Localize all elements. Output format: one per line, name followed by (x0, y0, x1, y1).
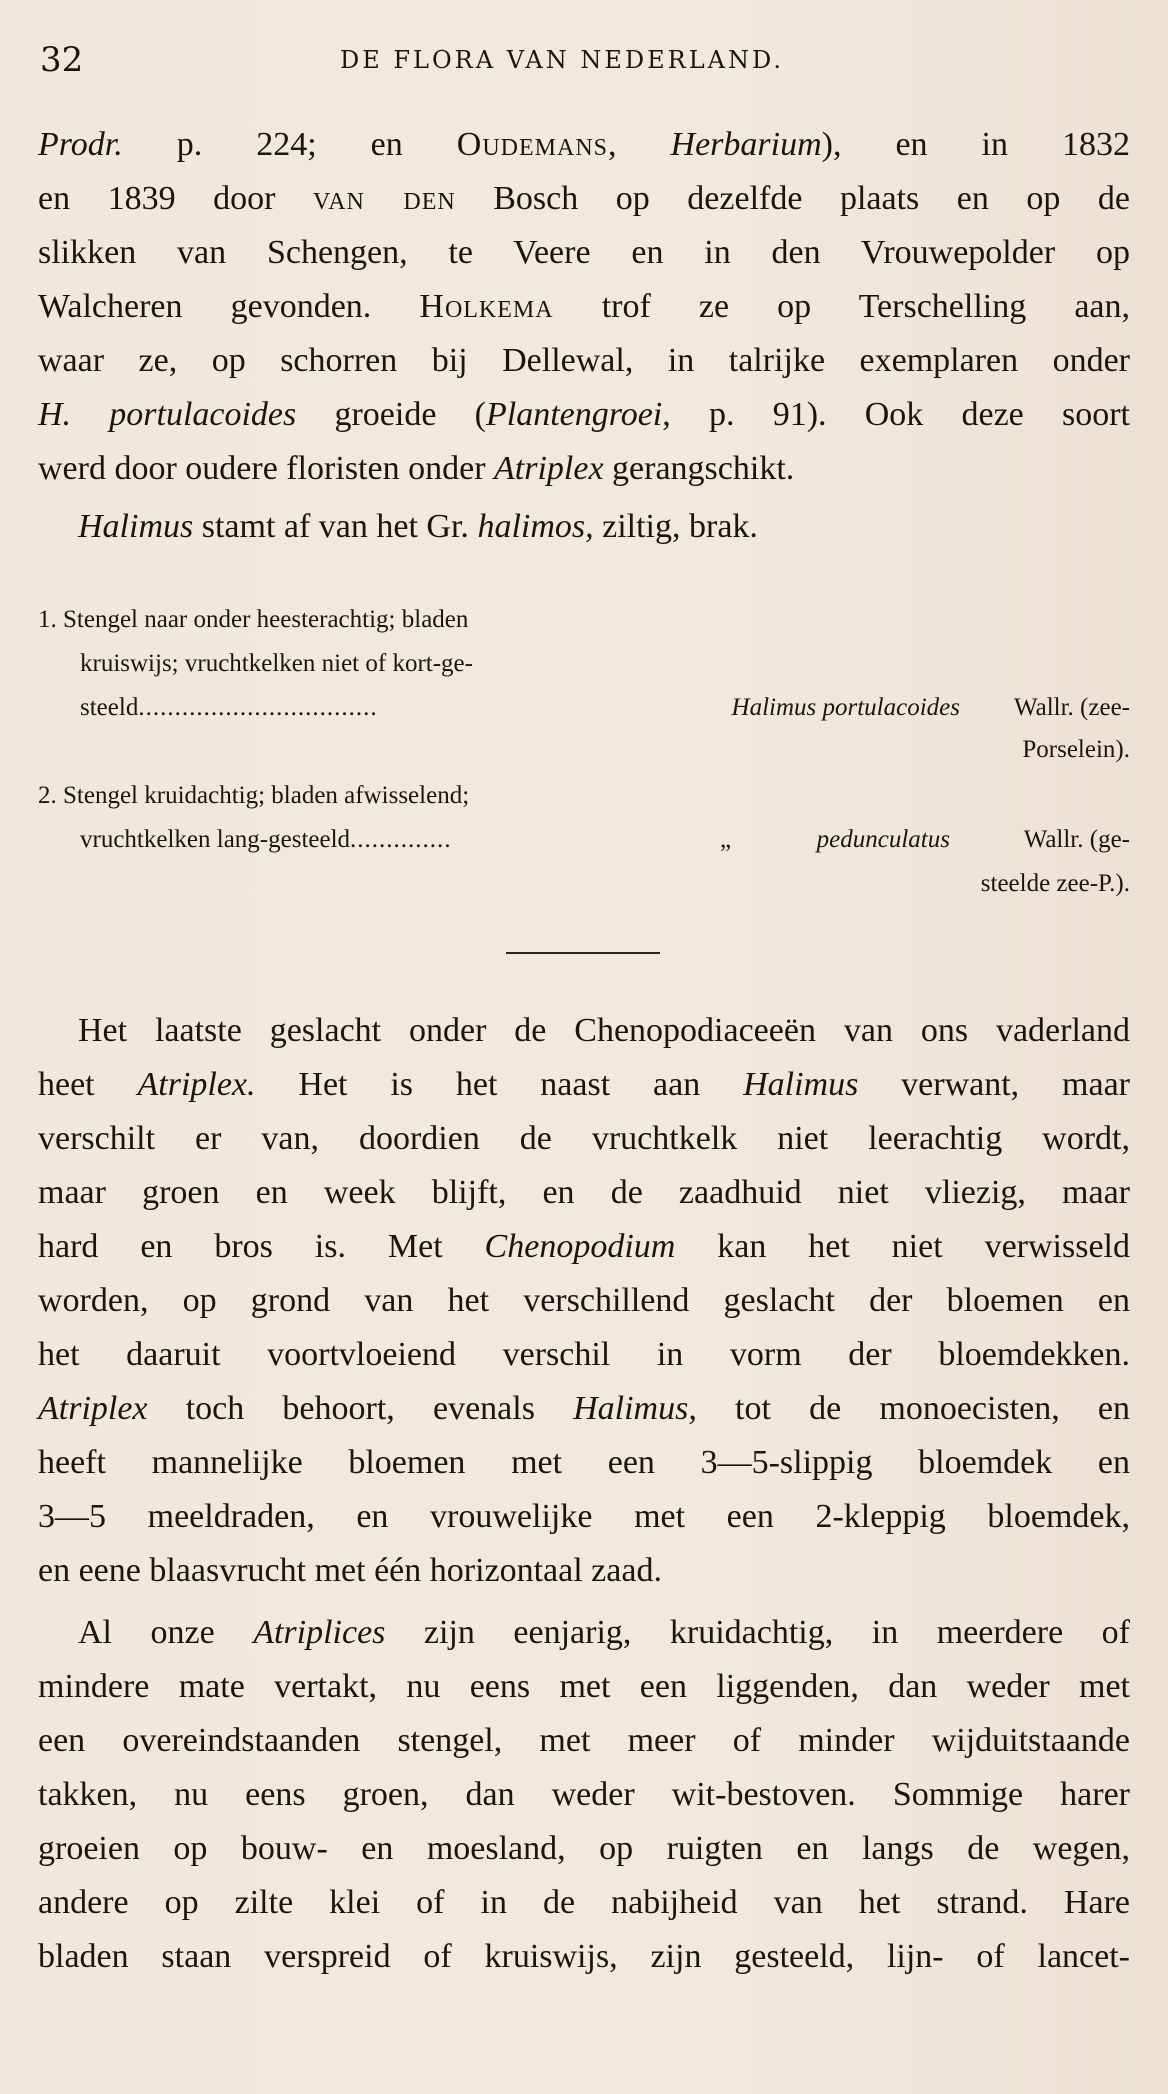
para1-line-7: werd door oudere floristen onder Atriplex gerangschikt. (38, 450, 795, 487)
running-title: DE FLORA VAN NEDERLAND. (340, 46, 784, 74)
key-1-line-4: Porselein). (1022, 736, 1130, 763)
para4-line-5: groeien op bouw- en moesland, op ruigten en langs de wegen, (38, 1830, 1130, 1867)
para1-line-5: waar ze, op schorren bij Dellewal, in talrijke exemplaren onder (38, 342, 1130, 379)
para3-line-5: hard en bros is. Met Chenopodium kan het niet verwisseld (38, 1228, 1130, 1265)
para3-line-2: heet Atriplex. Het is het naast aan Halimus verwant, maar (38, 1066, 1130, 1103)
para3-line-1: Het laatste geslacht onder de Chenopodiaceeën van ons vaderland (78, 1012, 1130, 1049)
para4-line-7: bladen staan verspreid of kruiswijs, zijn gesteeld, lijn- of lancet- (38, 1938, 1130, 1975)
para1-line-1: Prodr. p. 224; en Oudemans, Herbarium), en in 1832 (38, 126, 1131, 163)
para4-line-6: andere op zilte klei of in de nabijheid van het strand. Hare (38, 1884, 1130, 1921)
key-1-line-2: kruiswijs; vruchtkelken niet of kort-ge- (80, 650, 473, 677)
key-1-line-3: steeld................................. Halimus portulacoides Wallr. (zee- (80, 694, 1130, 721)
page-number: 32 (40, 40, 84, 80)
para3-line-8: Atriplex toch behoort, evenals Halimus, tot de monoecisten, en (38, 1390, 1130, 1427)
para3-line-10: 3—5 meeldraden, en vrouwelijke met een 2-kleppig bloemdek, (38, 1498, 1130, 1535)
running-head (40, 40, 1090, 80)
para3-line-7: het daaruit voortvloeiend verschil in vorm der bloemdekken. (38, 1336, 1130, 1373)
para3-line-3: verschilt er van, doordien de vruchtkelk niet leerachtig wordt, (38, 1120, 1130, 1157)
para4-line-2: mindere mate vertakt, nu eens met een liggenden, dan weder met (38, 1668, 1130, 1705)
para4-line-4: takken, nu eens groen, dan weder wit-bestoven. Sommige harer (38, 1776, 1130, 1813)
para3-line-4: maar groen en week blijft, en de zaadhuid niet vliezig, maar (38, 1174, 1130, 1211)
key-2-line-3: steelde zee-P.). (980, 870, 1130, 897)
key-2-line-1: 2. Stengel kruidachtig; bladen afwisselend; (38, 782, 470, 809)
para1-line-4: Walcheren gevonden. Holkema trof ze op Terschelling aan, (38, 288, 1130, 325)
key-2-line-2: vruchtkelken lang-gesteeld.............. „ pedunculatus Wallr. (ge- (80, 826, 1130, 853)
para2-line-1: Halimus stamt af van het Gr. halimos, ziltig, brak. (78, 508, 758, 545)
section-divider (506, 952, 660, 954)
para1-line-3: slikken van Schengen, te Veere en in den Vrouwepolder op (38, 234, 1130, 271)
para3-line-11: en eene blaasvrucht met één horizontaal zaad. (38, 1552, 662, 1589)
key-1-line-1: 1. Stengel naar onder heesterachtig; bladen (38, 606, 469, 633)
para4-line-3: een overeindstaanden stengel, met meer of minder wijduitstaande (38, 1722, 1130, 1759)
para1-line-2: en 1839 door van den Bosch op dezelfde plaats en op de (38, 180, 1130, 217)
para1-line-6: H. portulacoides groeide (Plantengroei, p. 91). Ook deze soort (38, 396, 1130, 433)
para3-line-6: worden, op grond van het verschillend geslacht der bloemen en (38, 1282, 1130, 1319)
para3-line-9: heeft mannelijke bloemen met een 3—5-slippig bloemdek en (38, 1444, 1130, 1481)
para4-line-1: Al onze Atriplices zijn eenjarig, kruidachtig, in meerdere of (78, 1614, 1130, 1651)
